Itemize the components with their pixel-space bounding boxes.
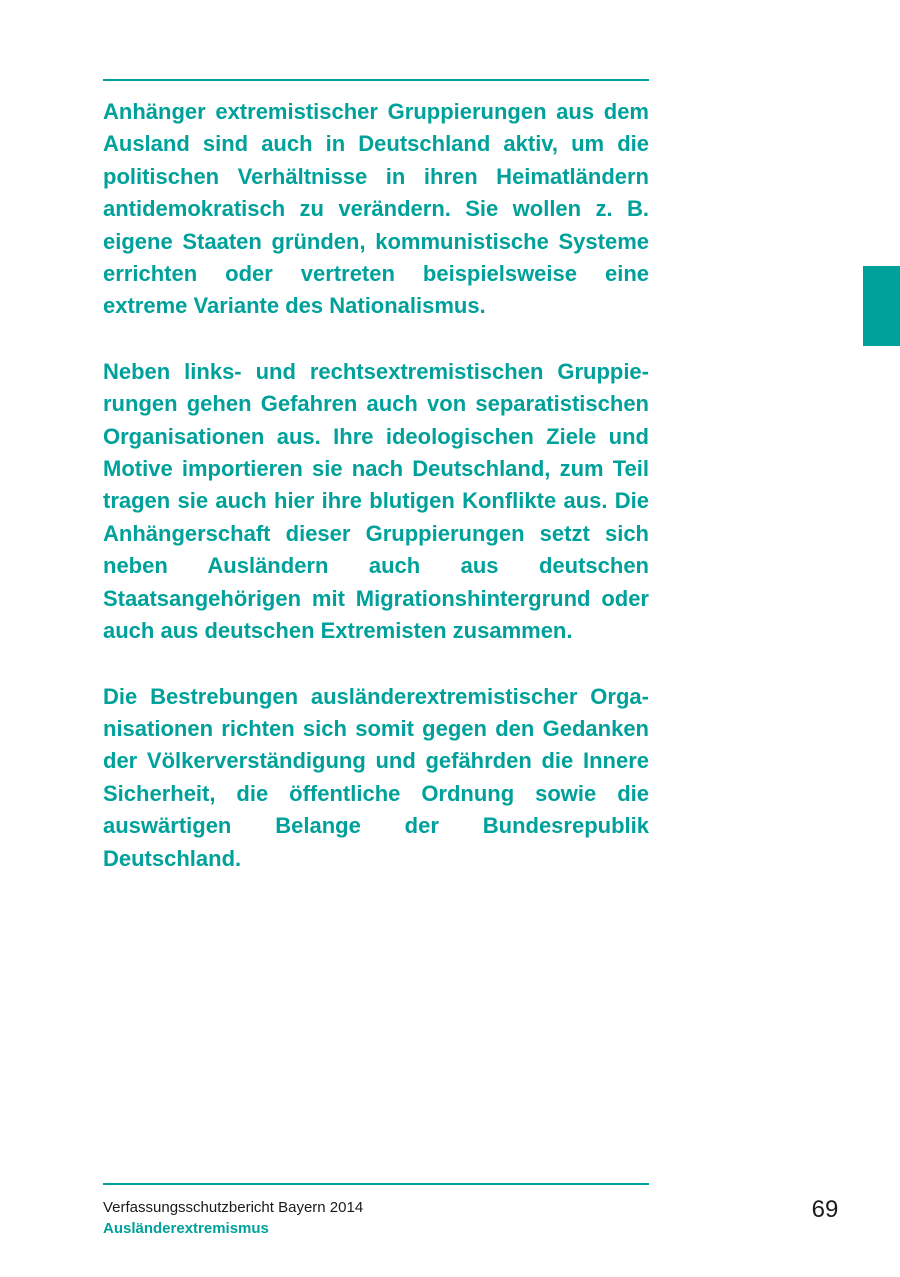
main-text — [103, 96, 649, 908]
paragraph-aims: Die Bestrebungen ausländerextremistischer Organisationen richten sich somit gegen den Gedanken der Völkerverständigung und gefährden die Innere Sicherheit, die öffentliche Ordnung sowie die auswärtigen Belange der Bundesrepublik Deutschland. — [103, 683, 649, 871]
footer-divider — [103, 1183, 649, 1185]
top-divider — [103, 79, 649, 81]
page-number: 69 — [811, 1196, 839, 1223]
paragraph-separatists: Neben links- und rechtsextremistischen Gruppierungen gehen Gefahren auch von separatistischen Organisationen aus. Ihre ideologischen Ziele und Motive importieren sie nach Deutschland, zum Teil tragen sie auch hier ihre blutigen Konflikte aus. Die Anhängerschaft dieser Gruppierungen setzt sich neben Ausländern auch aus deutschen Staatsangehörigen mit Migrationshintergrund oder auch aus deutschen Extremisten zusammen. — [103, 358, 649, 644]
footer-publication-title: Verfassungsschutzbericht Bayern 2014 — [103, 1199, 364, 1216]
paragraph-intro: Anhänger extremistischer Gruppierungen aus dem Ausland sind auch in Deutschland aktiv, um die politischen Verhältnisse in ihren Heimatländern antidemokratisch zu verändern. Sie wollen z. B. eigene Staaten gründen, kommunistische Systeme errichten oder vertreten beispielsweise eine extreme Variante des Nationalismus. — [103, 99, 649, 319]
chapter-marker-tab — [863, 266, 900, 346]
footer-section-name: Ausländerextremismus — [103, 1220, 269, 1237]
